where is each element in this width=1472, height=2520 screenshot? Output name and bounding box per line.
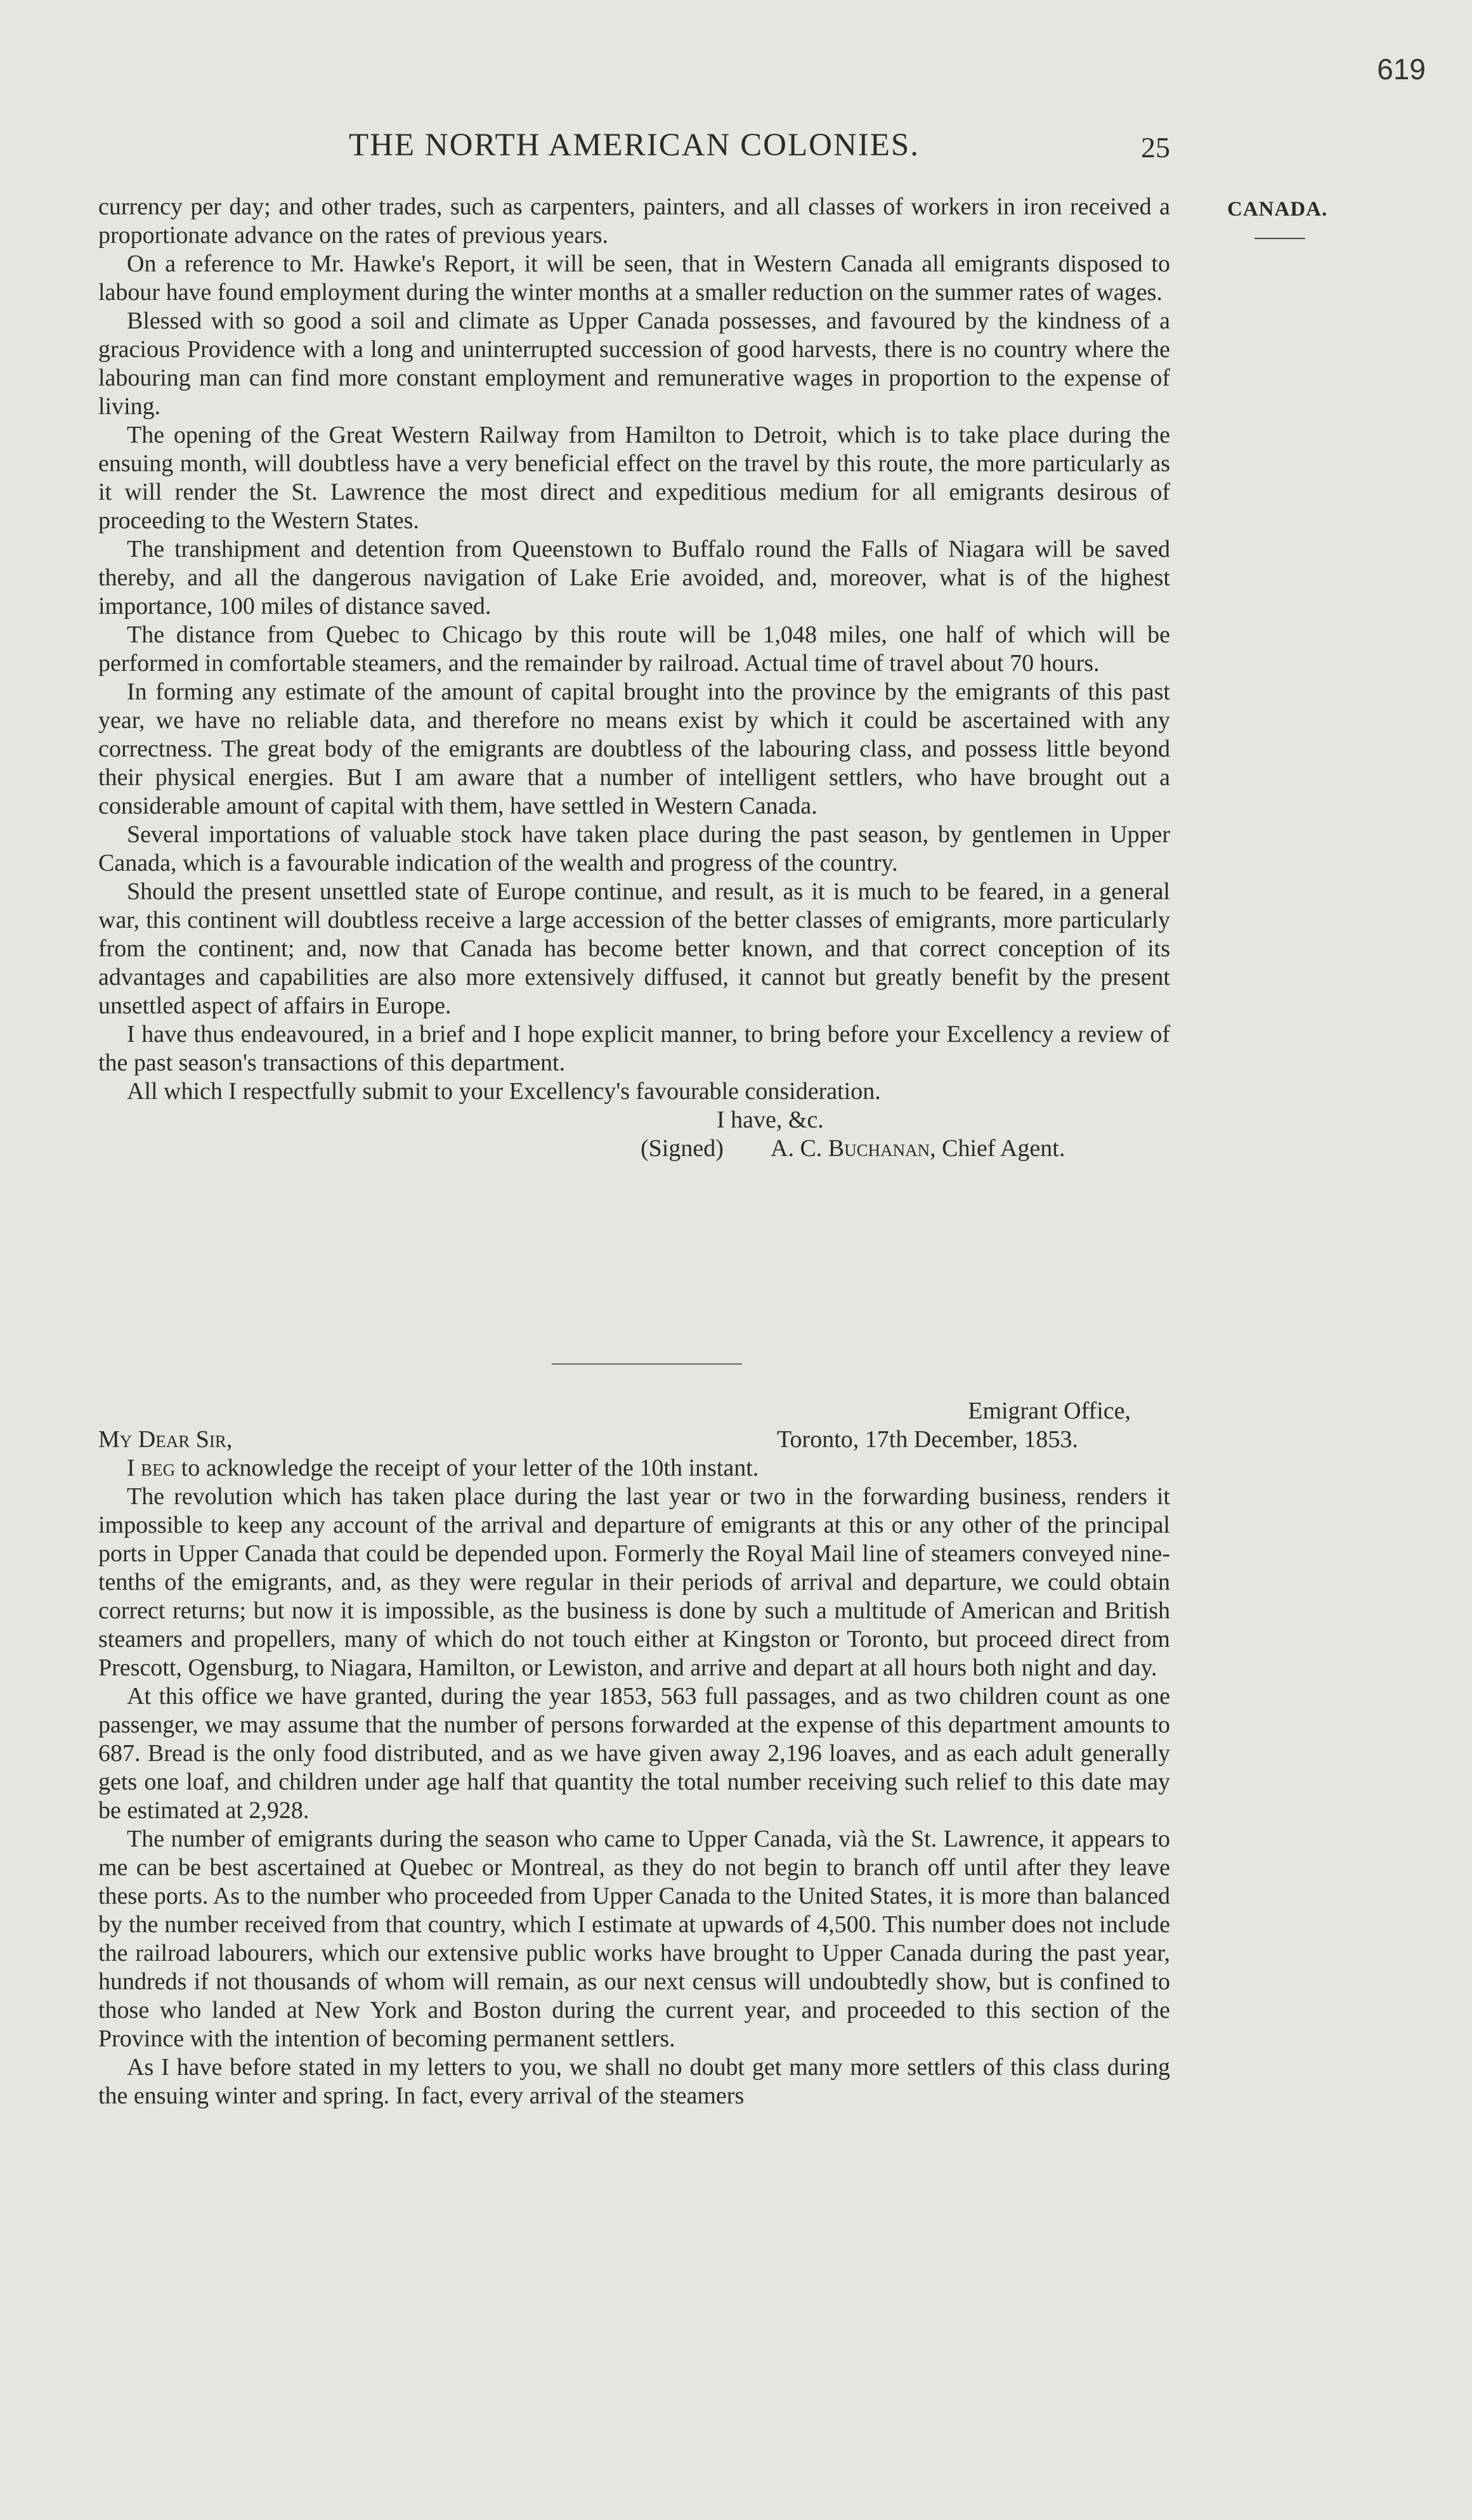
paragraph: I have thus endeavoured, in a brief and I hope explicit manner, to bring before your Excellency a review of the past season's transactions of this department. bbox=[98, 1021, 1170, 1076]
salutation: My Dear Sir, bbox=[98, 1426, 233, 1453]
signature-block bbox=[98, 1134, 1170, 1163]
letter-body-2 bbox=[98, 1397, 1170, 2110]
signed-label: (Signed) bbox=[641, 1135, 724, 1162]
paragraph: The number of emigrants during the season who came to Upper Canada, vià the St. Lawrence, it appears to me can be best ascertained at Quebec or Montreal, as they do not begin to branch off until after they leave these ports. As to the number who proceeded from Upper Canada to the United States, it is more than balanced by the number received from that country, which I estimate at upwards of 4,500. This number does not include the railroad labourers, which our extensive public works have brought to Upper Canada during the past year, hundreds if not thousands of whom will remain, as our next census will undoubtedly show, but is confined to those who landed at New York and Boston during the current year, and proceeded to this section of the Province with the intention of becoming permanent settlers. bbox=[98, 1826, 1170, 2052]
running-title: THE NORTH AMERICAN COLONIES. bbox=[348, 127, 920, 163]
signatory-surname: Buchanan bbox=[828, 1135, 930, 1162]
paragraph: Blessed with so good a soil and climate as Upper Canada possesses, and favoured by the kindness of a gracious Providence with a long and uninterrupted succession of good harvests, there is no country where the labouring man can find more constant employment and remunerative wages in proportion to the expense of living. bbox=[98, 308, 1170, 420]
paragraph: In forming any estimate of the amount of capital brought into the province by the emigrants of this past year, we have no reliable data, and therefore no means exist by which it could be ascertained with any correctness. The great body of the emigrants are doubtless of the labouring class, and possess little beyond their physical energies. But I am aware that a number of intelligent settlers, who have brought out a considerable amount of capital with them, have settled in Western Canada. bbox=[98, 679, 1170, 819]
margin-note: CANADA. bbox=[1227, 198, 1328, 221]
signatory-initials: A. C. bbox=[771, 1135, 823, 1162]
paragraph: Should the present unsettled state of Europe continue, and result, as it is much to be feared, in a general war, this continent will doubtless receive a large accession of the better classes of emigrants, more particularly from the continent; and, now that Canada has become better known, and that correct conception of its advantages and capabilities are also more extensively diffused, it cannot but greatly benefit by the present unsettled aspect of affairs in Europe. bbox=[98, 878, 1170, 1019]
paragraph: The distance from Quebec to Chicago by this route will be 1,048 miles, one half of which will be performed in comfortable steamers, and the remainder by railroad. Actual time of travel about 70 hours. bbox=[98, 621, 1170, 677]
paragraph: As I have before stated in my letters to you, we shall no doubt get many more settlers of this class during the ensuing winter and spring. In fact, every arrival of the steamers bbox=[98, 2054, 1170, 2109]
paragraph: The transhipment and detention from Queenstown to Buffalo round the Falls of Niagara will be saved thereby, and all the dangerous navigation of Lake Erie avoided, and, moreover, what is of the highest importance, 100 miles of distance saved. bbox=[98, 536, 1170, 620]
letter-body-1 bbox=[98, 193, 1170, 1163]
section-divider bbox=[552, 1363, 742, 1365]
office-line: Emigrant Office, bbox=[968, 1398, 1131, 1424]
opening-paragraph bbox=[98, 1454, 1170, 1483]
paragraph: The revolution which has taken place during the last year or two in the forwarding business, renders it impossible to keep any account of the arrival and departure of emigrants at this or any other of the principal ports in Upper Canada that could be depended upon. Formerly the Royal Mail line of steamers conveyed nine-tenths of the emigrants, and, as they were regular in their periods of arrival and departure, we could obtain correct returns; but now it is impossible, as the business is done by such a multitude of American and British steamers and propellers, many of which do not touch either at Kingston or Toronto, but proceed direct from Prescott, Ogensburg, to Niagara, Hamilton, or Lewiston, and arrive and depart at all hours both night and day. bbox=[98, 1483, 1170, 1681]
page-folio-number: 619 bbox=[1377, 53, 1426, 86]
signatory-title: , Chief Agent. bbox=[930, 1135, 1065, 1162]
margin-note-rule bbox=[1254, 238, 1305, 239]
paragraph: Several importations of valuable stock have taken place during the past season, by gentlemen in Upper Canada, which is a favourable indication of the wealth and progress of the country. bbox=[98, 821, 1170, 876]
opening-rest: to acknowledge the receipt of your letter of the 10th instant. bbox=[175, 1455, 759, 1481]
sign-off: I have, &c. bbox=[717, 1107, 824, 1133]
dateline: Toronto, 17th December, 1853. bbox=[777, 1426, 1078, 1453]
page-number: 25 bbox=[1141, 131, 1170, 164]
running-header bbox=[98, 127, 1170, 171]
paragraph: currency per day; and other trades, such as carpenters, painters, and all classes of workers in iron received a proportionate advance on the rates of previous years. bbox=[98, 193, 1170, 249]
opening-word: I beg bbox=[127, 1455, 176, 1481]
salutation-row bbox=[98, 1426, 1170, 1454]
closing-line: All which I respectfully submit to your Excellency's favourable consideration. bbox=[127, 1078, 881, 1105]
paragraph: The opening of the Great Western Railway from Hamilton to Detroit, which is to take place during the ensuing month, will doubtless have a very beneficial effect on the travel by this route, the more particularly as it will render the St. Lawrence the most direct and expeditious medium for all emigrants desirous of proceeding to the Western States. bbox=[98, 422, 1170, 534]
paragraph: At this office we have granted, during the year 1853, 563 full passages, and as two children count as one passenger, we may assume that the number of persons forwarded at the expense of this department amounts to 687. Bread is the only food distributed, and as we have given away 2,196 loaves, and as each adult generally gets one loaf, and children under age half that quantity the total number receiving such relief to this date may be estimated at 2,928. bbox=[98, 1683, 1170, 1824]
paragraph: On a reference to Mr. Hawke's Report, it will be seen, that in Western Canada all emigrants disposed to labour have found employment during the winter months at a smaller reduction on the summer rates of wages. bbox=[98, 250, 1170, 306]
